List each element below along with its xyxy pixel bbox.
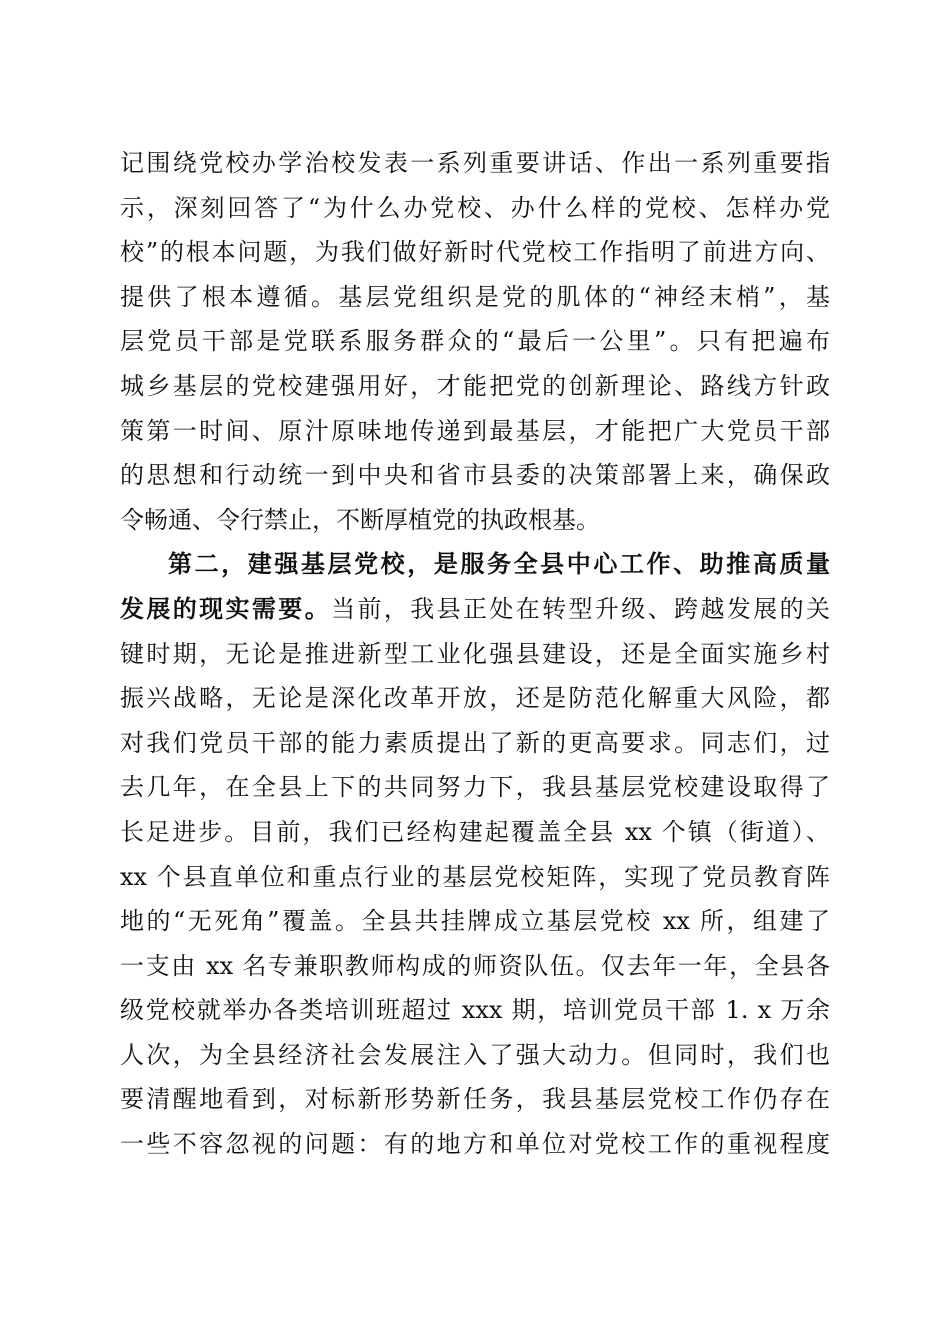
text-line: 一些不容忽视的问题：有的地方和单位对党校工作的重视程度 bbox=[120, 1130, 830, 1159]
text-line: 地的“无死角”覆盖。全县共挂牌成立基层党校 xx 所，组建了 bbox=[120, 907, 830, 936]
paragraph-1 bbox=[120, 141, 830, 542]
text-line: 的思想和行动统一到中央和省市县委的决策部署上来，确保政 bbox=[120, 461, 830, 490]
text-line: 人次，为全县经济社会发展注入了强大动力。但同时，我们也 bbox=[120, 1040, 830, 1069]
text-line: xx 个县直单位和重点行业的基层党校矩阵，实现了党员教育阵 bbox=[120, 862, 830, 891]
text-line: 键时期，无论是推进新型工业化强县建设，还是全面实施乡村 bbox=[120, 639, 830, 668]
text-line: 对我们党员干部的能力素质提出了新的更高要求。同志们，过 bbox=[120, 728, 830, 757]
text-line: 记围绕党校办学治校发表一系列重要讲话、作出一系列重要指 bbox=[120, 149, 830, 177]
paragraph-2-heading-end: 发展的现实需要。 bbox=[120, 593, 332, 623]
text-line: 策第一时间、原汁原味地传递到最基层，才能把广大党员干部 bbox=[120, 416, 830, 445]
text-line: 级党校就举办各类培训班超过 xxx 期，培训党员干部 1. x 万余 bbox=[120, 996, 830, 1025]
text-line: 一支由 xx 名专兼职教师构成的师资队伍。仅去年一年，全县各 bbox=[120, 951, 830, 980]
text-line: 振兴战略，无论是深化改革开放，还是防范化解重大风险，都 bbox=[120, 684, 830, 713]
paragraph-2-text: 当前，我县正处在转型升级、跨越发展的关 bbox=[331, 594, 830, 623]
text-line bbox=[120, 587, 830, 632]
text-line: 层党员干部是党联系服务群众的“最后一公里”。只有把遍布 bbox=[120, 327, 830, 356]
body-text bbox=[120, 141, 830, 1167]
text-line: 长足进步。目前，我们已经构建起覆盖全县 xx 个镇（街道）、 bbox=[120, 817, 830, 846]
text-line: 校”的根本问题，为我们做好新时代党校工作指明了前进方向、 bbox=[120, 238, 830, 267]
paragraph-2 bbox=[120, 542, 830, 1166]
text-line: 去几年，在全县上下的共同努力下，我县基层党校建设取得了 bbox=[120, 773, 830, 802]
paragraph-2-heading-line: 第二，建强基层党校，是服务全县中心工作、助推高质量 bbox=[168, 549, 830, 579]
text-line: 示，深刻回答了“为什么办党校、办什么样的党校、怎样办党 bbox=[120, 193, 830, 222]
text-line: 令畅通、令行禁止，不断厚植党的执政根基。 bbox=[120, 505, 600, 534]
text-line: 要清醒地看到，对标新形势新任务，我县基层党校工作仍存在 bbox=[120, 1085, 830, 1114]
text-line: 城乡基层的党校建强用好，才能把党的创新理论、路线方针政 bbox=[120, 371, 830, 400]
text-line: 提供了根本遵循。基层党组织是党的肌体的“神经末梢”，基 bbox=[120, 282, 830, 311]
